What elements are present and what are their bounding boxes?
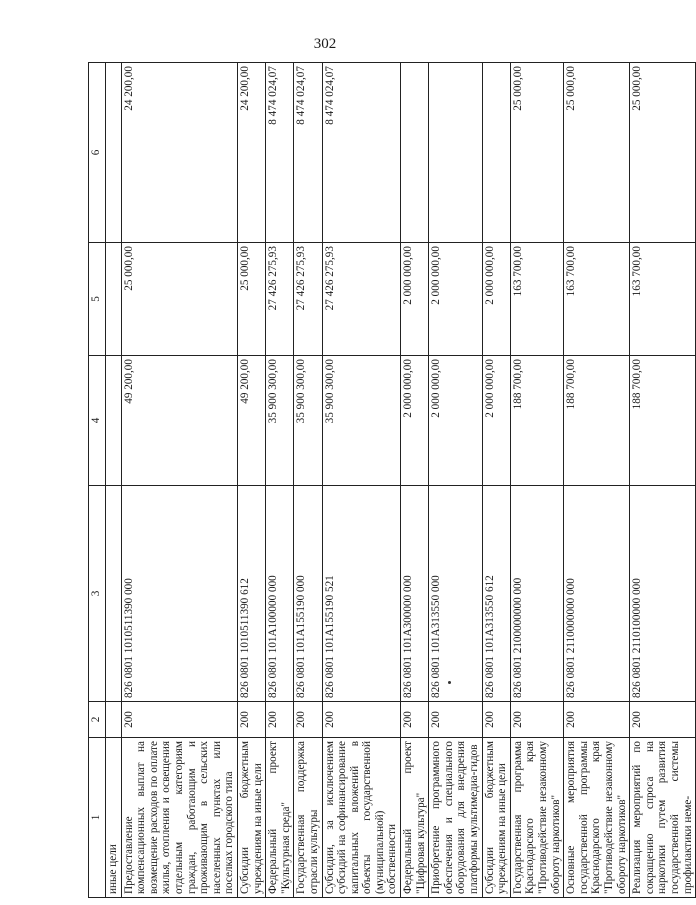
row-value-col4: 49 200,00 <box>121 356 237 486</box>
row-code-cell: 200 <box>429 702 482 738</box>
row-value-col4: 49 200,00 <box>237 356 265 486</box>
scan-speck <box>448 681 451 684</box>
table-row <box>401 63 429 898</box>
table-row <box>510 63 563 898</box>
row-value-col5: 27 426 275,93 <box>294 243 322 356</box>
row-value-col5: 25 000,00 <box>237 243 265 356</box>
table-row <box>121 63 237 898</box>
row-name-cell: Субсидии бюджетным учреждениям на иные цели <box>237 738 265 898</box>
row-kbk-cell: 826 0801 1010511390 000 <box>121 486 237 702</box>
row-code-cell: 200 <box>401 702 429 738</box>
row-value-col4: 2 000 000,00 <box>429 356 482 486</box>
row-name-cell: Субсидии, за исключением субсидий на софинансирование капитальных вложений в объекты государственной (муниципальной) собственности <box>322 738 401 898</box>
rotated-table-wrapper <box>88 63 694 898</box>
row-code-cell: 200 <box>121 702 237 738</box>
table-header-row <box>89 63 106 898</box>
row-kbk-cell: 826 0801 101A155190 521 <box>322 486 401 702</box>
row-kbk-cell: 826 0801 101A313550 000 <box>429 486 482 702</box>
row-kbk-cell <box>106 486 122 702</box>
row-value-col5: 163 700,00 <box>630 243 696 356</box>
column-header: 3 <box>89 486 106 702</box>
row-name-cell: Федеральный проект "Цифровая культура" <box>401 738 429 898</box>
row-value-col4: 35 900 300,00 <box>322 356 401 486</box>
row-value-col4: 35 900 300,00 <box>266 356 294 486</box>
row-value-col5: 27 426 275,93 <box>266 243 294 356</box>
row-kbk-cell: 826 0801 2110100000 000 <box>630 486 696 702</box>
row-code-cell: 200 <box>482 702 510 738</box>
row-name-cell: Основные мероприятия государственной программы Краснодарского края "Противодействие незаконному обороту наркотиков" <box>564 738 630 898</box>
column-header: 5 <box>89 243 106 356</box>
table-row <box>564 63 630 898</box>
row-value-col5: 25 000,00 <box>121 243 237 356</box>
row-value-col4: 2 000 000,00 <box>482 356 510 486</box>
table-row <box>237 63 265 898</box>
page-number: 302 <box>313 36 337 52</box>
row-code-cell: 200 <box>630 702 696 738</box>
row-code-cell: 200 <box>564 702 630 738</box>
row-value-col5 <box>106 243 122 356</box>
row-value-col6 <box>429 63 482 243</box>
row-value-col6: 25 000,00 <box>564 63 630 243</box>
row-value-col6: 8 474 024,07 <box>294 63 322 243</box>
table-row <box>630 63 696 898</box>
row-value-col6: 25 000,00 <box>510 63 563 243</box>
budget-table <box>88 62 696 898</box>
row-value-col4 <box>106 356 122 486</box>
table-row <box>294 63 322 898</box>
row-kbk-cell: 826 0801 101A313550 612 <box>482 486 510 702</box>
row-value-col4: 188 700,00 <box>630 356 696 486</box>
row-name-cell: Федеральный проект "Культурная среда" <box>266 738 294 898</box>
row-code-cell: 200 <box>510 702 563 738</box>
row-value-col5: 163 700,00 <box>510 243 563 356</box>
row-name-cell: иные цели <box>106 738 122 898</box>
table-row <box>482 63 510 898</box>
row-value-col6: 25 000,00 <box>630 63 696 243</box>
row-value-col6: 24 200,00 <box>121 63 237 243</box>
row-name-cell: Предоставление компенсационных выплат на возмещение расходов по оплате жилья, отопления и освещения отдельным категориям граждан, работающим и проживающим в сельских населенных пунктах или поселках городского типа <box>121 738 237 898</box>
row-value-col5: 2 000 000,00 <box>401 243 429 356</box>
row-value-col4: 188 700,00 <box>564 356 630 486</box>
row-value-col5: 27 426 275,93 <box>322 243 401 356</box>
row-name-cell: Субсидии бюджетным учреждениям на иные цели <box>482 738 510 898</box>
row-value-col4: 35 900 300,00 <box>294 356 322 486</box>
row-name-cell: Приобретение программного обеспечения и специального оборудования для внедрения платформы мультимедиа-гидов <box>429 738 482 898</box>
row-value-col5: 2 000 000,00 <box>429 243 482 356</box>
row-value-col5: 2 000 000,00 <box>482 243 510 356</box>
row-value-col4: 2 000 000,00 <box>401 356 429 486</box>
row-code-cell: 200 <box>237 702 265 738</box>
row-value-col6 <box>106 63 122 243</box>
row-kbk-cell: 826 0801 1010511390 612 <box>237 486 265 702</box>
row-value-col6: 24 200,00 <box>237 63 265 243</box>
row-name-cell: Государственная программа Краснодарского края "Противодействие незаконному обороту наркотиков" <box>510 738 563 898</box>
row-kbk-cell: 826 0801 2100000000 000 <box>510 486 563 702</box>
row-kbk-cell: 826 0801 2110000000 000 <box>564 486 630 702</box>
row-value-col6: 8 474 024,07 <box>322 63 401 243</box>
column-header: 1 <box>89 738 106 898</box>
row-value-col4: 188 700,00 <box>510 356 563 486</box>
row-code-cell: 200 <box>294 702 322 738</box>
row-value-col6: 8 474 024,07 <box>266 63 294 243</box>
row-name-cell: Государственная поддержка отрасли культуры <box>294 738 322 898</box>
column-header: 4 <box>89 356 106 486</box>
row-kbk-cell: 826 0801 101A155190 000 <box>294 486 322 702</box>
row-value-col6 <box>401 63 429 243</box>
table-row <box>322 63 401 898</box>
row-code-cell: 200 <box>266 702 294 738</box>
column-header: 6 <box>89 63 106 243</box>
row-value-col5: 163 700,00 <box>564 243 630 356</box>
row-kbk-cell: 826 0801 101A100000 000 <box>266 486 294 702</box>
row-value-col6 <box>482 63 510 243</box>
table-row <box>106 63 122 898</box>
table-row <box>429 63 482 898</box>
row-name-cell: Реализация мероприятий по сокращению спроса на наркотики путем развития государственной системы профилактики неме- <box>630 738 696 898</box>
row-code-cell <box>106 702 122 738</box>
column-header: 2 <box>89 702 106 738</box>
row-kbk-cell: 826 0801 101A300000 000 <box>401 486 429 702</box>
table-row <box>266 63 294 898</box>
row-code-cell: 200 <box>322 702 401 738</box>
